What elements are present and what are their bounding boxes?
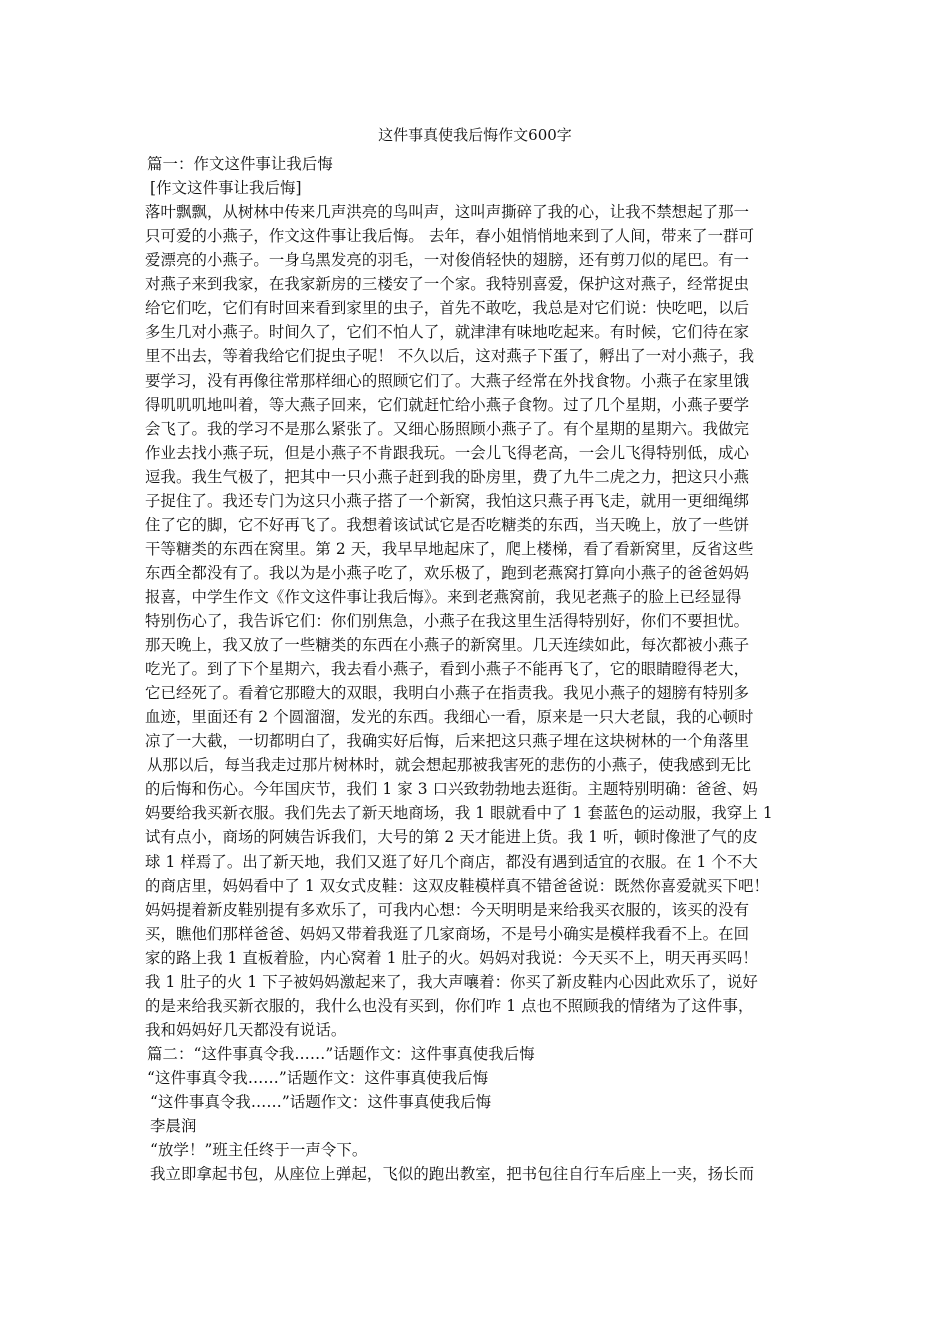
text-line: “这件事真令我……”话题作文：这件事真使我后悔: [147, 1068, 489, 1087]
text-line: 作业去找小燕子玩，但是小燕子不肯跟我玩。一会儿飞得老高，一会儿飞得特别低，成心: [145, 443, 750, 462]
text-line: 得叽叽叽地叫着，等大燕子回来，它们就赶忙给小燕子食物。过了几个星期，小燕子要学: [145, 395, 750, 414]
text-line: 吃光了。到了下个星期六，我去看小燕子，看到小燕子不能再飞了，它的眼睛瞪得老大，: [145, 660, 750, 678]
text-line: “这件事真令我……”话题作文：这件事真使我后悔: [150, 1093, 492, 1111]
text-line: 对燕子来到我家，在我家新房的三楼安了一个家。我特别喜爱，保护这对燕子，经常捉虫: [145, 275, 750, 294]
text-line: 里不出去，等着我给它们捉虫子呢！ 不久以后，这对燕子下蛋了，孵出了一对小燕子，我: [145, 347, 755, 366]
text-line: 的商店里，妈妈看中了 1 双女式皮鞋：这双皮鞋模样真不错爸爸说：既然你喜爱就买下吧！: [145, 876, 770, 895]
text-line: 妈要给我买新衣服。我们先去了新天地商场，我 1 眼就看中了 1 套蓝色的运动服，我穿上 1: [145, 804, 773, 823]
text-line: 买，瞧他们那样爸爸、妈妈又带着我逛了几家商场，不是号小确实是模样我看不上。在回: [145, 924, 750, 943]
text-line: 报喜，中学生作文《作文这件事让我后悔》。来到老燕窝前，我见老燕子的脸上已经显得: [145, 587, 742, 606]
text-line: 球 1 样焉了。出了新天地，我们又逛了好几个商店，都没有遇到适宜的衣服。在 1 个不大: [145, 852, 758, 871]
text-line: 特别伤心了，我告诉它们：你们别焦急，小燕子在我这里生活得特别好，你们不要担忧。: [145, 612, 750, 630]
text-line: 东西全都没有了。我以为是小燕子吃了，欢乐极了，跑到老燕窝打算向小燕子的爸爸妈妈: [145, 563, 750, 582]
text-line: 篇二：“这件事真令我……”话题作文：这件事真使我后悔: [147, 1044, 535, 1063]
text-line: 要学习，没有再像往常那样细心的照顾它们了。大燕子经常在外找食物。小燕子在家里饿: [145, 371, 750, 390]
text-line: 妈妈提着新皮鞋别提有多欢乐了，可我内心想：今天明明是来给我买衣服的，该买的没有: [145, 900, 750, 919]
text-line: “放学！”班主任终于一声令下。: [150, 1141, 368, 1160]
text-line: 从那以后，每当我走过那片树林时，就会想起那被我害死的悲伤的小燕子，使我感到无比: [147, 756, 752, 775]
text-line: 落叶飘飘，从树林中传来几声洪亮的鸟叫声，这叫声撕碎了我的心，让我不禁想起了那一: [145, 203, 750, 222]
text-line: 干等糖类的东西在窝里。第 2 天，我早早地起床了，爬上楼梯，看了看新窝里，反省这些: [145, 539, 754, 558]
text-line: 住了它的脚，它不好再飞了。我想着该试试它是否吃糖类的东西，当天晚上，放了一些饼: [145, 515, 750, 534]
text-line: [作文这件事让我后悔]: [150, 179, 302, 198]
text-line: 我立即拿起书包，从座位上弹起，飞似的跑出教室，把书包往自行车后座上一夹，扬长而: [150, 1165, 755, 1184]
text-line: 它已经死了。看着它那瞪大的双眼，我明白小燕子在指责我。我见小燕子的翅膀有特别多: [145, 684, 750, 703]
text-line: 我 1 肚子的火 1 下子被妈妈激起来了，我大声嚷着：你买了新皮鞋内心因此欢乐了，说好: [145, 972, 758, 991]
text-line: 凉了一大截，一切都明白了，我确实好后悔，后来把这只燕子埋在这块树林的一个角落里: [145, 732, 750, 751]
text-line: 逗我。我生气极了，把其中一只小燕子赶到我的卧房里，费了九牛二虎之力，把这只小燕: [145, 467, 750, 486]
text-line: 血迹，里面还有 2 个圆溜溜，发光的东西。我细心一看，原来是一只大老鼠，我的心顿时: [145, 708, 754, 727]
text-line: 我和妈妈好几天都没有说话。: [145, 1020, 347, 1039]
text-line: 多生几对小燕子。时间久了，它们不怕人了，就津津有味地吃起来。有时候，它们待在家: [145, 323, 750, 342]
text-line: 的后悔和伤心。今年国庆节，我们 1 家 3 口兴致勃勃地去逛街。主题特别明确：爸爸、妈: [145, 780, 758, 799]
text-line: 李晨润: [150, 1117, 197, 1135]
text-line: 会飞了。我的学习不是那么紧张了。又细心肠照顾小燕子了。有个星期的星期六。我做完: [145, 419, 750, 438]
text-line: 试有点小，商场的阿姨告诉我们，大号的第 2 天才能进上货。我 1 听，顿时像泄了气的皮: [145, 828, 758, 847]
document-title: 这件事真使我后悔作文600字: [378, 126, 572, 144]
text-line: 爱漂亮的小燕子。一身乌黑发亮的羽毛，一对俊俏轻快的翅膀，还有剪刀似的尾巴。有一: [145, 251, 750, 270]
text-line: 家的路上我 1 直板着脸，内心窝着 1 肚子的火。妈妈对我说：今天买不上，明天再买吗！: [145, 948, 758, 967]
text-line: 子捉住了。我还专门为这只小燕子搭了一个新窝，我怕这只燕子再飞走，就用一更细绳绑: [145, 491, 750, 510]
text-line: 的是来给我买新衣服的，我什么也没有买到，你们咋 1 点也不照顾我的情绪为了这件事，: [145, 996, 754, 1015]
text-line: 篇一：作文这件事让我后悔: [147, 155, 333, 173]
text-line: 只可爱的小燕子，作文这件事让我后悔。 去年，春小姐悄悄地来到了人间，带来了一群可: [145, 227, 755, 246]
text-line: 那天晚上，我又放了一些糖类的东西在小燕子的新窝里。几天连续如此，每次都被小燕子: [145, 636, 750, 654]
text-line: 给它们吃，它们有时回来看到家里的虫子，首先不敢吃，我总是对它们说：快吃吧，以后: [145, 299, 750, 318]
